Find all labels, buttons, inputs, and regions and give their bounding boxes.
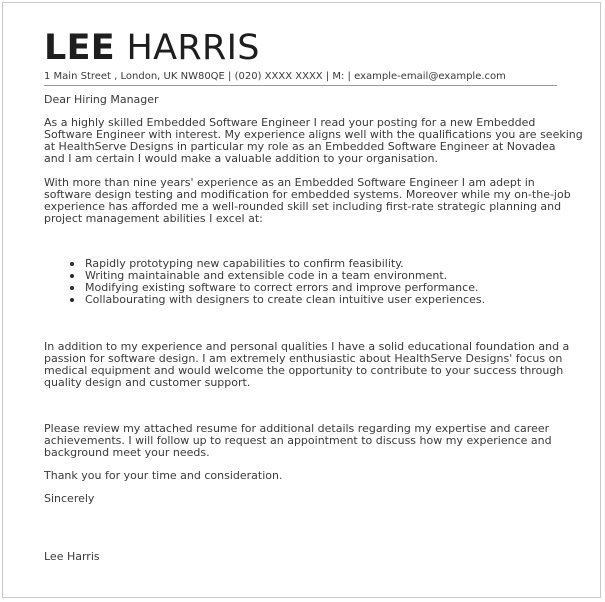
applicant-name <box>44 28 260 68</box>
signature-name: Lee Harris <box>44 550 100 563</box>
skills-list <box>68 258 485 306</box>
bullet-icon <box>70 298 74 302</box>
bullet-icon <box>70 274 74 278</box>
list-item: Rapidly prototyping new capabilities to confirm feasibility. <box>68 258 485 270</box>
paragraph-experience: With more than nine years' experience as an Embedded Software Engineer I am adept in software design testing and modification for embedded systems. Moreover while my on-the-job experience has afforded me a well-rounded skill set including first-rate strategic planning and project management abilities I excel at: <box>44 176 571 225</box>
last-name: HARRIS <box>126 28 260 68</box>
salutation: Dear Hiring Manager <box>44 93 159 106</box>
bullet-icon <box>70 262 74 266</box>
closing: Sincerely <box>44 492 95 505</box>
bullet-icon <box>70 286 74 290</box>
contact-line: 1 Main Street , London, UK NW80QE | (020) XXXX XXXX | M: | example-email@example.com <box>44 71 506 82</box>
list-item: Writing maintainable and extensible code in a team environment. <box>68 270 485 282</box>
paragraph-intro: As a highly skilled Embedded Software Engineer I read your posting for a new Embedded Software Engineer with interest. My experience aligns well with the qualifications you are seeking at HealthServe Designs in particular my role as an Embedded Software Engineer at Novadea and I am certain I would make a valuable addition to your organisation. <box>44 116 583 165</box>
paragraph-education: In addition to my experience and personal qualities I have a solid educational foundation and a passion for software design. I am extremely enthusiastic about HealthServe Designs' focus on medical equipment and would welcome the opportunity to contribute to your success through quality design and customer support. <box>44 340 570 389</box>
thank-you-line: Thank you for your time and consideration. <box>44 469 283 482</box>
paragraph-followup: Please review my attached resume for additional details regarding my expertise and career achievements. I will follow up to request an appointment to discuss how my experience and background meet your needs. <box>44 422 552 459</box>
header-divider <box>44 85 557 86</box>
first-name: LEE <box>44 28 116 68</box>
list-item: Modifying existing software to correct errors and improve performance. <box>68 282 485 294</box>
list-item: Collabourating with designers to create clean intuitive user experiences. <box>68 294 485 306</box>
